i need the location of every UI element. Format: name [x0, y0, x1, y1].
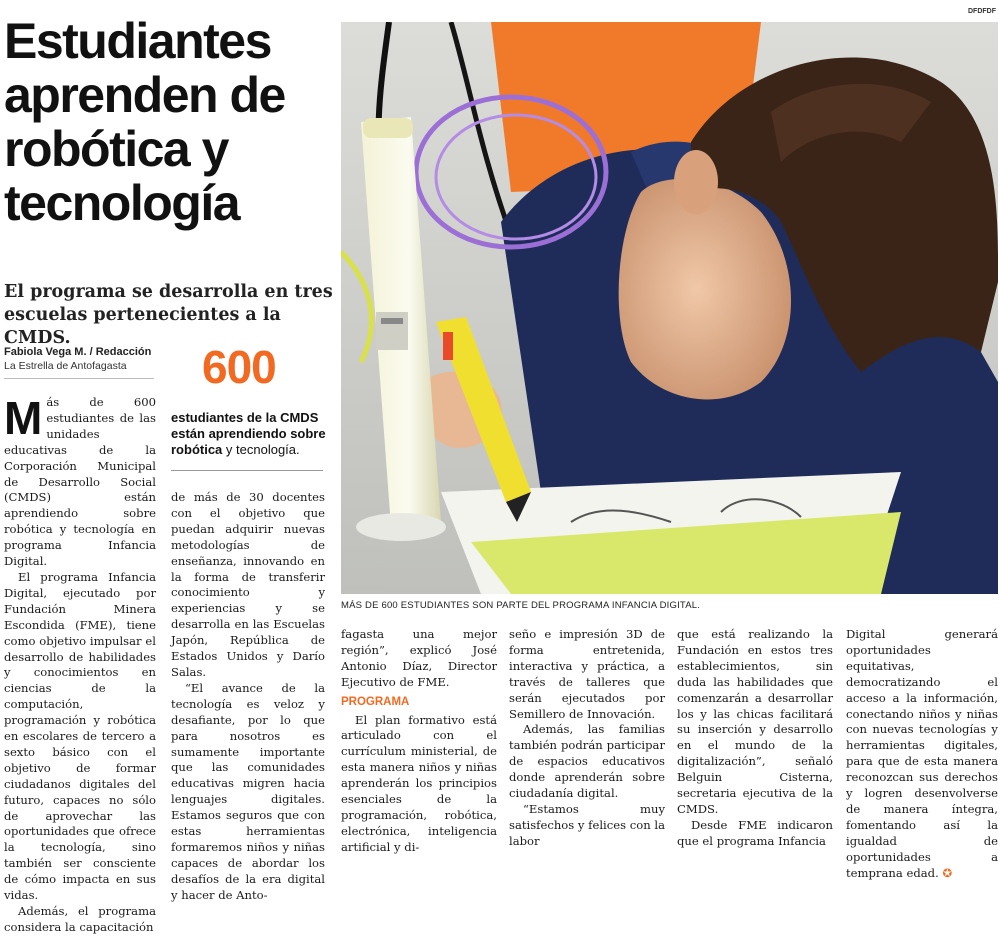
body-paragraph: fagasta una mejor región”, explicó José Antonio Díaz, Director Ejecutivo de FME. [341, 627, 497, 689]
body-paragraph: ás de 600 estudiantes de las unidades educativas de la Corporación Municipal de Desarrollo Social (CMDS) están aprendiendo sobre robótica y tecnología en programa Infancia Digital. [4, 395, 156, 569]
body-paragraph: que está realizando la Fundación en estos tres establecimientos, sin duda las habilidades que comenzarán a desarrollar los y las chicas facilitará su inserción y desarrollo en el mundo de la digitalización”, señaló Belguin Cisterna, secretaria ejecutiva de la CMDS. [677, 627, 833, 816]
body-paragraph: Además, las familias también podrán participar de espacios educativos donde aprenderán sobre ciudadanía digital. [509, 722, 665, 801]
body-paragraph: Digital generará oportunidades equitativas, democratizando el acceso a la información, conectando niños y niñas con nuevas tecnologías y herramientas digitales, para que de esta manera reconozcan sus derechos y logren desenvolverse de manera íntegra, fomentando así la igualdad de oportunidades a temprana edad. [846, 627, 998, 880]
body-paragraph: “Estamos muy satisfechos y felices con la labor [509, 801, 665, 848]
byline-author: Fabiola Vega M. / Redacción [4, 346, 152, 358]
article-photo [341, 22, 998, 594]
body-paragraph: seño e impresión 3D de forma entretenida, interactiva y práctica, a través de talleres que serán ejecutados por Semillero de Innovación. [509, 627, 665, 721]
highlight-divider [171, 470, 323, 471]
body-column-6 [846, 627, 998, 882]
highlight-text-rest: y tecnología. [222, 442, 300, 457]
highlight-text-bold: estudiantes de la CMDS están aprendiendo sobre robótica [171, 410, 326, 457]
drop-cap: M [4, 392, 43, 444]
body-column-4 [509, 627, 665, 850]
body-paragraph: El plan formativo está articulado con el currículum ministerial, de esta manera niños y niñas aprenderán los principios esenciales de la programación, robótica, electrónica, inteligencia artificial y di- [341, 712, 497, 854]
body-paragraph: “El avance de la tecnología es veloz y desafiante, por lo que para nosotros es sumamente importante que las comunidades educativas migren hacia lenguajes digitales. Estamos seguros que con estas herramientas formaremos niños y niñas capaces de abordar los desafíos de la era digital y hacer de Anto- [171, 680, 325, 902]
end-mark-icon: ✪ [942, 865, 953, 880]
headline: Estudiantes aprenden de robótica y tecnología [4, 13, 285, 231]
page-code: DFDFDF [968, 8, 996, 15]
body-paragraph: Desde FME indicaron que el programa Infancia [677, 817, 833, 848]
body-paragraph: Además, el programa considera la capacitación [4, 904, 156, 934]
highlight-number: 600 [202, 341, 276, 393]
body-column-3 [341, 627, 497, 856]
byline-outlet: La Estrella de Antofagasta [4, 360, 127, 372]
body-paragraph: El programa Infancia Digital, ejecutado por Fundación Minera Escondida (FME), tiene como objetivo impulsar el desarrollo de habilidades y conocimientos en ciencias de la computación, programación y robótica en escolares de tercero a sexto básico con el objetivo de formar ciudadanos digitales del futuro, capaces no sólo de aprovechar las oportunidades que ofrece la tecnología, sino también ser consciente de cómo impacta en sus vidas. [4, 569, 156, 903]
highlight-text [171, 410, 336, 458]
photo-caption: MÁS DE 600 ESTUDIANTES SON PARTE DEL PROGRAMA INFANCIA DIGITAL. [341, 600, 701, 611]
body-column-2 [171, 490, 325, 904]
body-paragraph: de más de 30 docentes con el objetivo que puedan adquirir nuevas metodologías de enseñanza, innovando en la forma de transferir conocimiento y experiencias y se desarrolla en las Escuelas Japón, República de Estados Unidos y Darío Salas. [171, 490, 325, 679]
body-column-1 [4, 392, 156, 936]
body-column-5 [677, 627, 833, 850]
subheadline: El programa se desarrolla en tres escuelas pertenecientes a la CMDS. [4, 282, 333, 348]
section-heading: PROGRAMA [341, 695, 410, 708]
byline-divider [4, 378, 154, 379]
